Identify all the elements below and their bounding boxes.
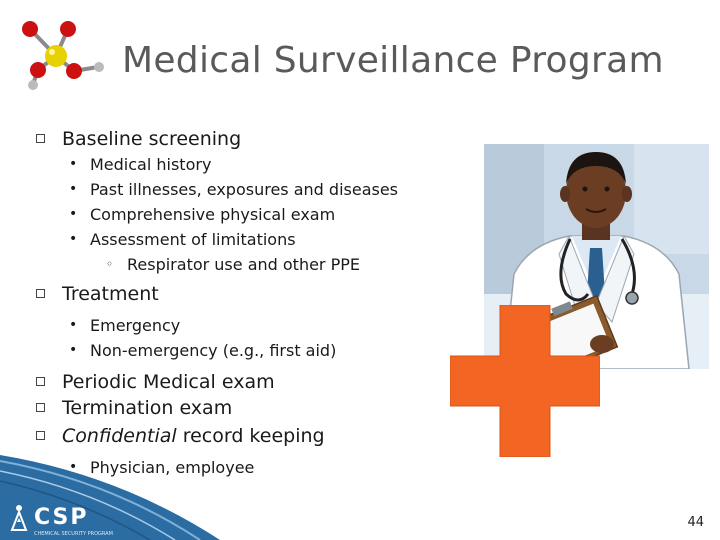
bullet-item bbox=[36, 369, 456, 395]
square-bullet-icon bbox=[36, 289, 45, 298]
logo-text: CSP bbox=[34, 505, 89, 530]
square-bullet-icon bbox=[36, 377, 45, 386]
sub-bullet-text: Emergency bbox=[90, 316, 181, 335]
molecule-icon bbox=[16, 14, 106, 94]
square-bullet-icon bbox=[36, 134, 45, 143]
sub-bullet-text: Comprehensive physical exam bbox=[90, 205, 336, 224]
bullet-text-italic: Confidential bbox=[62, 425, 177, 447]
round-bullet-icon: • bbox=[69, 181, 78, 197]
bullet-item bbox=[36, 126, 456, 152]
sub-bullet-item bbox=[36, 177, 456, 202]
bullet-item bbox=[36, 423, 456, 449]
hollow-circle-bullet-icon: ◦ bbox=[106, 257, 114, 271]
slide-title: Medical Surveillance Program bbox=[122, 40, 664, 81]
sub-bullet-text: Past illnesses, exposures and diseases bbox=[90, 180, 399, 199]
round-bullet-icon: • bbox=[69, 342, 78, 358]
round-bullet-icon: • bbox=[69, 206, 78, 222]
sub-bullet-text: Physician, employee bbox=[90, 458, 255, 477]
logo-tagline: CHEMICAL SECURITY PROGRAM bbox=[34, 531, 113, 537]
round-bullet-icon: • bbox=[69, 459, 78, 475]
sub-bullet-text: Medical history bbox=[90, 155, 212, 174]
sub-bullet-item bbox=[36, 313, 456, 338]
medical-cross-icon bbox=[450, 305, 600, 457]
page-number: 44 bbox=[687, 515, 704, 530]
bullet-text: Periodic Medical exam bbox=[62, 371, 275, 393]
bullet-text: Treatment bbox=[62, 283, 159, 305]
bullet-item bbox=[36, 395, 456, 421]
bullet-text: Baseline screening bbox=[62, 128, 242, 150]
sub-bullet-item bbox=[36, 338, 456, 363]
sub-bullet-item bbox=[36, 152, 456, 177]
bullet-text: Termination exam bbox=[62, 397, 233, 419]
bullet-item bbox=[36, 281, 456, 307]
sub-sub-bullet-item bbox=[36, 252, 456, 277]
round-bullet-icon: • bbox=[69, 317, 78, 333]
round-bullet-icon: • bbox=[69, 156, 78, 172]
sub-bullet-text: Assessment of limitations bbox=[90, 230, 296, 249]
sub-bullet-text: Non-emergency (e.g., first aid) bbox=[90, 341, 337, 360]
bullet-text: record keeping bbox=[176, 425, 325, 447]
square-bullet-icon bbox=[36, 431, 45, 440]
sub-bullet-item bbox=[36, 202, 456, 227]
sub-sub-bullet-text: Respirator use and other PPE bbox=[127, 255, 360, 274]
bullet-list bbox=[36, 126, 456, 480]
round-bullet-icon: • bbox=[69, 231, 78, 247]
csp-logo bbox=[6, 500, 146, 540]
sub-bullet-item bbox=[36, 227, 456, 252]
square-bullet-icon bbox=[36, 403, 45, 412]
